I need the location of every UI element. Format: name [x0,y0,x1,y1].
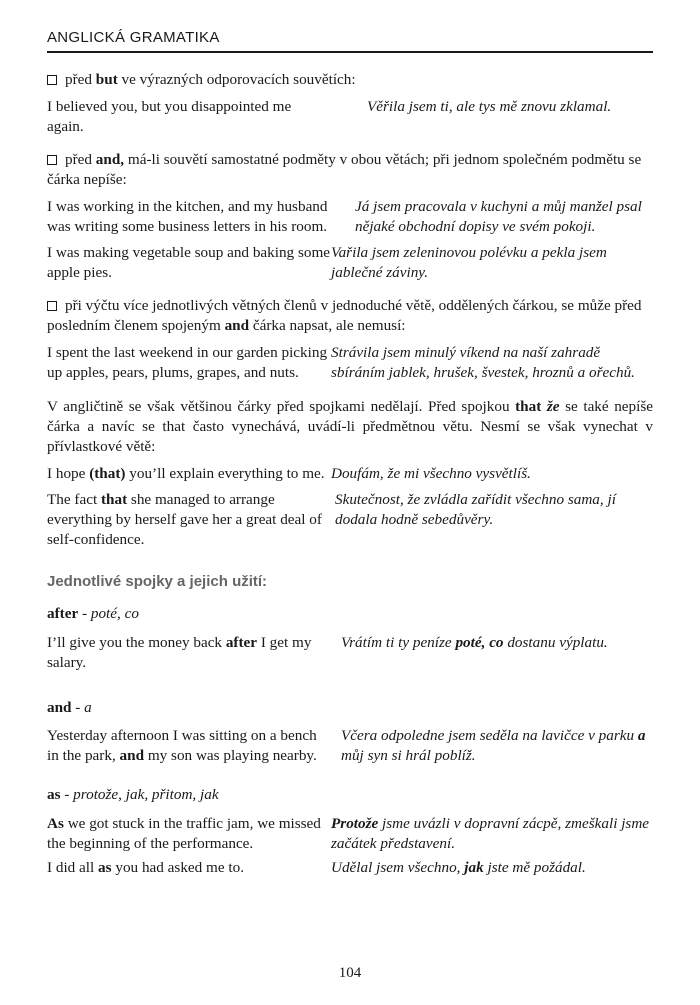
english-sentence: I’ll give you the money back after I get my salary. [47,634,312,671]
page [47,0,653,1005]
bullet-but: před but ve výrazných odporovacích souvětích: [47,70,653,90]
section-heading: Jednotlivé spojky a jejich užití: [47,573,268,590]
english-sentence: I believed you, but you disappointed me again. [47,98,292,135]
bullet-and: před and, má-li souvětí samostatné podměty v obou větách; při jednom společném podmětu se čárka nepíše: [47,151,642,188]
english-sentence: I did all as you had asked me to. [47,859,245,876]
conjunction-as: as - protože, jak, přitom, jak [47,786,219,803]
example-row [47,858,653,878]
example-row [47,633,653,673]
example-row [47,726,653,766]
czech-translation: Protože jsme uvázli v dopravní zácpě, zmeškali jsme začátek představení. [331,815,650,852]
bullet-list-comma: při výčtu více jednotlivých větných členů v jednoduché větě, oddělených čárkou, se může před posledním členem spojeným and čárka napsat, ale nemusí: [47,297,642,334]
example-row [47,343,653,383]
example-row [47,97,653,137]
english-sentence: I was working in the kitchen, and my husband was writing some business letters in his room. [47,198,328,235]
czech-translation: Věřila jsem ti, ale tys mě znovu zklamal. [367,98,612,115]
conjunction-and: and - a [47,699,92,716]
example-row [47,464,653,484]
checkbox-bullet-icon [47,155,57,165]
example-row [47,814,653,854]
example-row [47,197,653,237]
czech-translation: Doufám, že mi všechno vysvětlíš. [331,465,531,482]
czech-translation: Já jsem pracovala v kuchyni a můj manžel psal nějaké obchodní dopisy ve svém pokoji. [355,198,642,235]
checkbox-bullet-icon [47,75,57,85]
english-sentence: I spent the last weekend in our garden picking up apples, pears, plums, grapes, and nuts. [47,344,328,381]
english-sentence: Yesterday afternoon I was sitting on a bench in the park, and my son was playing nearby. [47,727,317,764]
english-sentence: As we got stuck in the traffic jam, we missed the beginning of the performance. [47,815,321,852]
czech-translation: Vařila jsem zeleninovou polévku a pekla jsem jablečné záviny. [331,244,607,281]
checkbox-bullet-icon [47,301,57,311]
czech-translation: Strávila jsem minulý víkend na naší zahradě sbíráním jablek, hrušek, švestek, hroznů a ořechů. [331,344,635,381]
page-number: 104 [338,965,362,981]
czech-translation: Včera odpoledne jsem seděla na lavičce v parku a můj syn si hrál poblíž. [341,727,646,764]
english-sentence: I was making vegetable soup and baking some apple pies. [47,244,331,281]
english-sentence: The fact that she managed to arrange everything by herself gave her a great deal of self-confidence. [47,491,322,548]
example-row [47,490,653,550]
czech-translation: Udělal jsem všechno, jak jste mě požádal. [331,859,586,876]
running-header: ANGLICKÁ GRAMATIKA [47,29,653,53]
explanation-paragraph: V angličtině se však většinou čárky před spojkami nedělají. Před spojkou that že se také nepíše čárka a navíc se that často vynechává, uvádí-li předmětnou větu. Nesmí se však vynechat v přívlastkové větě: [47,398,654,455]
czech-translation: Skutečnost, že zvládla zařídit všechno sama, jí dodala hodně sebedůvěry. [335,491,616,528]
english-sentence: I hope (that) you’ll explain everything to me. [47,465,325,482]
example-row [47,243,653,283]
conjunction-after: after - poté, co [47,605,139,622]
czech-translation: Vrátím ti ty peníze poté, co dostanu výplatu. [341,634,608,651]
page-content [47,70,653,878]
